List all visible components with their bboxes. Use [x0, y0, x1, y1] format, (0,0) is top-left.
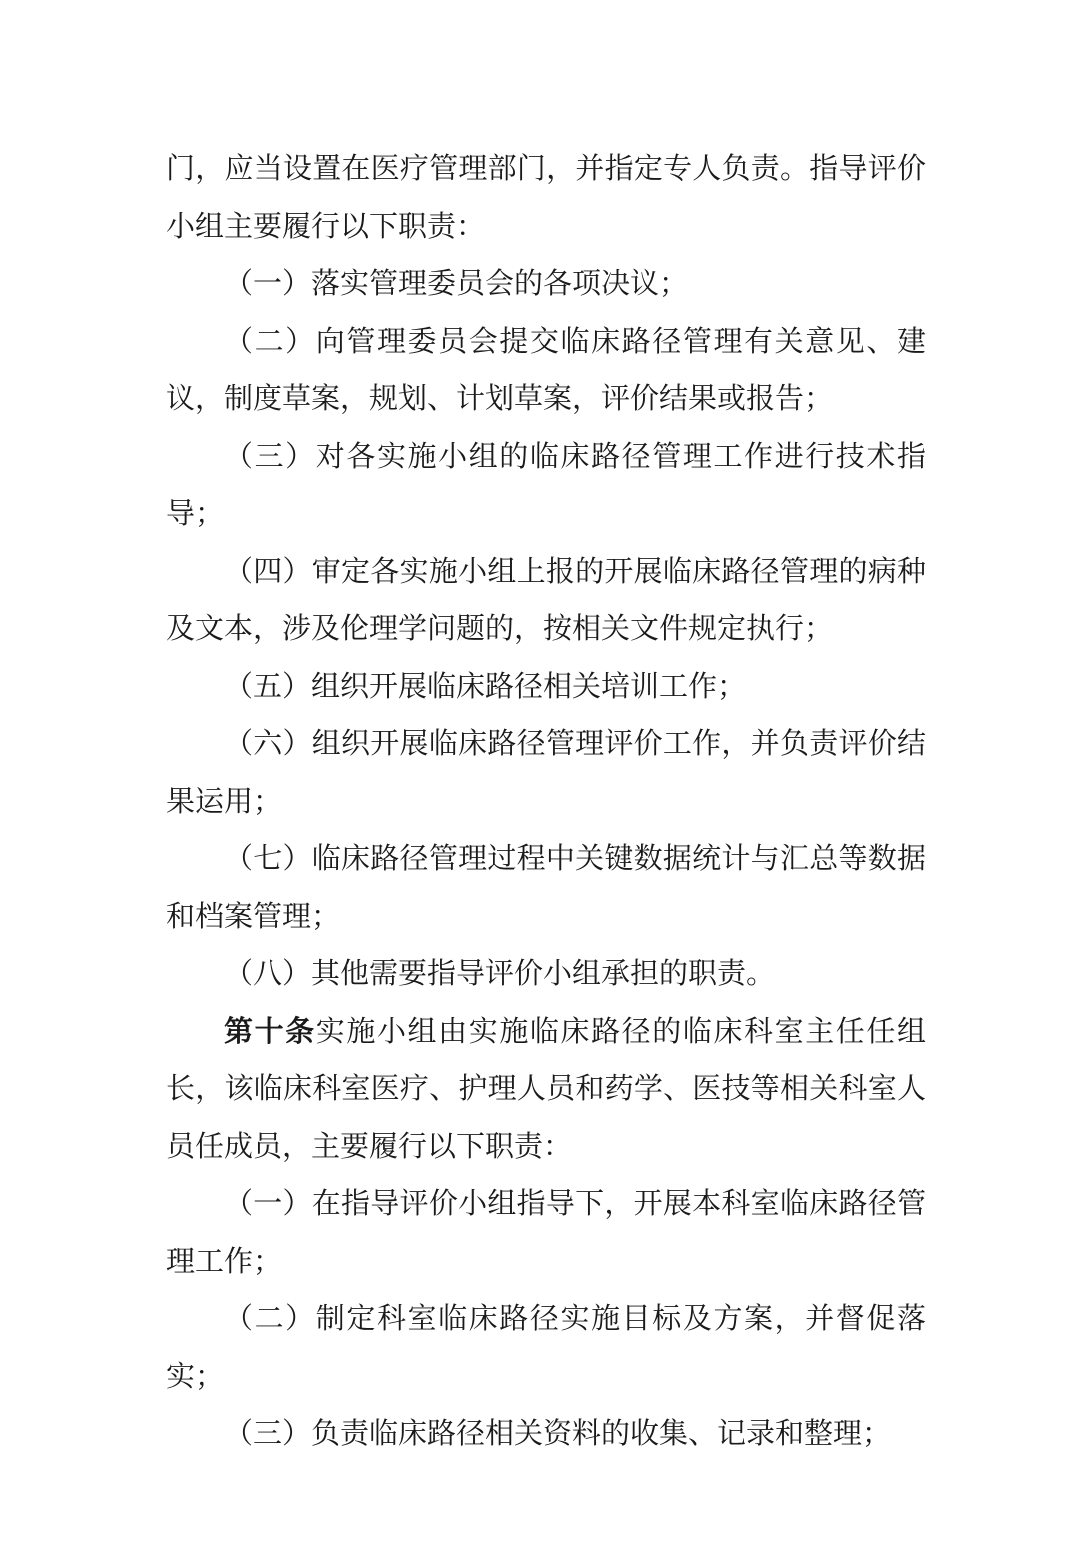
paragraph-text: （一）在指导评价小组指导下，开展本科室临床路径管理工作；: [166, 1186, 926, 1278]
paragraph-11: [166, 1290, 926, 1405]
paragraph-text: （四）审定各实施小组上报的开展临床路径管理的病种及文本，涉及伦理学问题的，按相关文件规定执行；: [166, 553, 926, 645]
paragraph-text: （八）其他需要指导评价小组承担的职责。: [224, 956, 776, 990]
paragraph-text: （三）负责临床路径相关资料的收集、记录和整理；: [224, 1416, 892, 1450]
paragraph-text: （一）落实管理委员会的各项决议；: [224, 266, 689, 300]
paragraph-text: （二）制定科室临床路径实施目标及方案，并督促落实；: [166, 1301, 926, 1393]
paragraph-6: [166, 715, 926, 830]
paragraph-1: [166, 255, 926, 313]
paragraph-text: （六）组织开展临床路径管理评价工作，并负责评价结果运用；: [166, 726, 926, 818]
article-10-paragraph: [166, 1003, 926, 1176]
article-heading: 第十条: [224, 1013, 316, 1048]
paragraph-8: [166, 945, 926, 1003]
paragraph-text: （二）向管理委员会提交临床路径管理有关意见、建议，制度草案，规划、计划草案，评价结果或报告；: [166, 323, 926, 415]
paragraph-12: [166, 1405, 926, 1463]
paragraph-text: （五）组织开展临床路径相关培训工作；: [224, 668, 747, 703]
document-body: [166, 140, 926, 1463]
paragraph-2: [166, 313, 926, 428]
paragraph-text: 实施小组由实施临床路径的临床科室主任任组长，该临床科室医疗、护理人员和药学、医技等相关科室人员任成员，主要履行以下职责：: [166, 1013, 926, 1163]
paragraph-10: [166, 1175, 926, 1290]
paragraph-7: [166, 830, 926, 945]
paragraph-text: （七）临床路径管理过程中关键数据统计与汇总等数据和档案管理；: [166, 841, 926, 933]
paragraph-5: [166, 658, 926, 716]
paragraph-3: [166, 428, 926, 543]
paragraph-4: [166, 543, 926, 658]
paragraph-text: 门，应当设置在医疗管理部门，并指定专人负责。指导评价小组主要履行以下职责：: [166, 151, 926, 243]
paragraph-text: （三）对各实施小组的临床路径管理工作进行技术指导；: [166, 438, 926, 530]
paragraph-0: [166, 140, 926, 255]
